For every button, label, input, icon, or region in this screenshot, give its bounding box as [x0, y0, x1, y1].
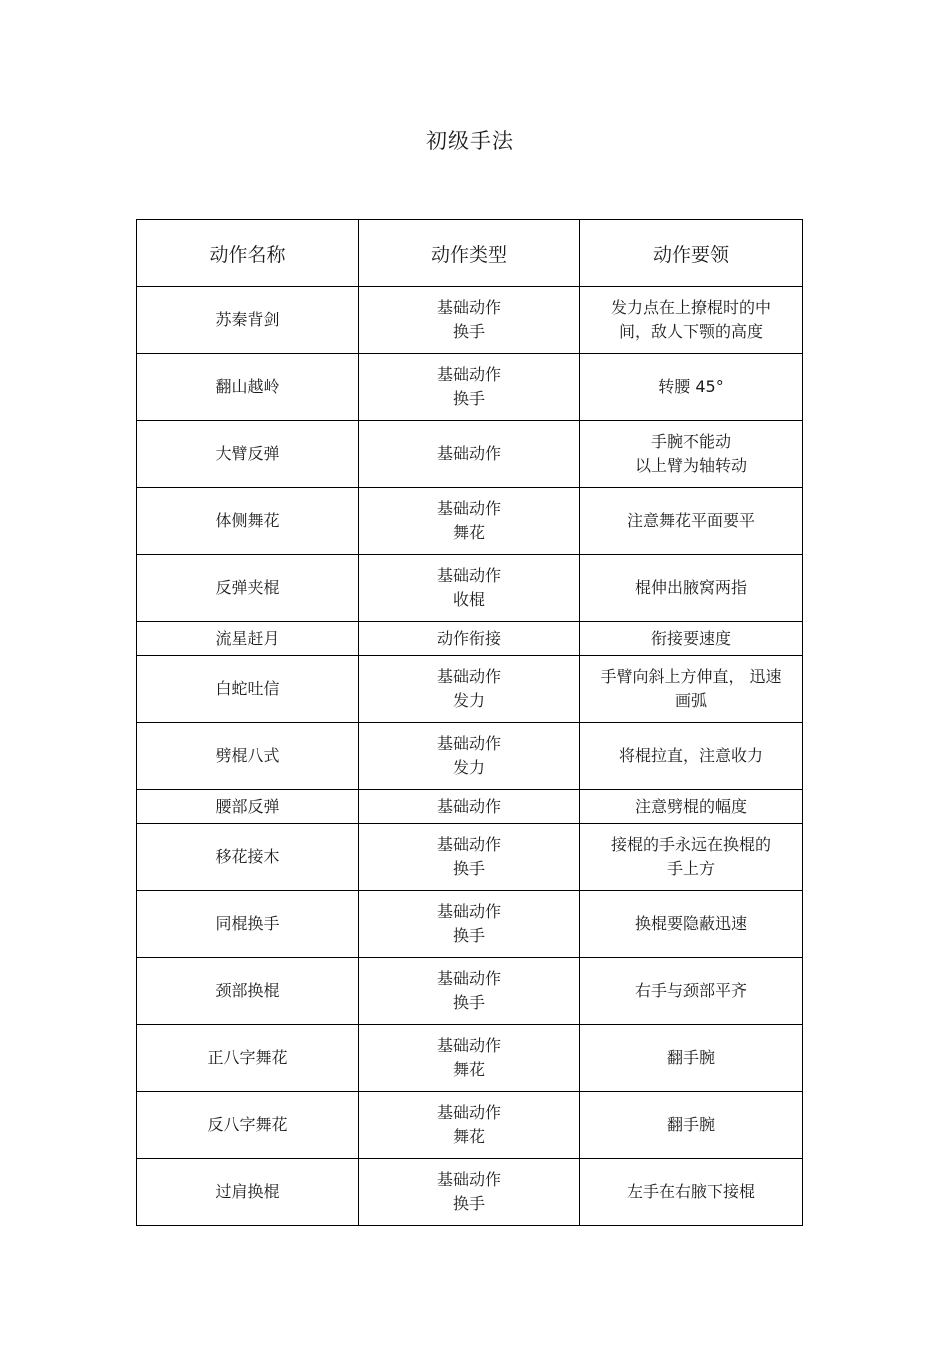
- techniques-table: [136, 219, 803, 1226]
- action-type-cell: [359, 1092, 580, 1159]
- action-type-line: 舞花: [452, 1127, 485, 1146]
- action-type-cell: [359, 354, 580, 421]
- key-point-line: 转腰 45°: [658, 377, 724, 396]
- key-point-cell: [580, 1092, 803, 1159]
- key-point-line: 衔接要速度: [650, 628, 731, 648]
- action-type-line: 基础动作: [436, 835, 501, 854]
- action-type-line: 基础动作: [436, 734, 501, 753]
- action-type-line: 换手: [452, 859, 485, 878]
- key-point-cell: [580, 1159, 803, 1226]
- action-type-line: 发力: [452, 691, 485, 710]
- table-row: [137, 790, 803, 824]
- action-type-line: 舞花: [452, 523, 485, 542]
- header-action-type: 动作类型: [359, 220, 580, 287]
- action-type-cell: [359, 488, 580, 555]
- key-point-line: 发力点在上撩棍时的中: [610, 298, 771, 317]
- action-type-line: 基础动作: [436, 667, 501, 686]
- action-name-cell: 腰部反弹: [137, 790, 359, 824]
- key-point-line: 以上臂为轴转动: [634, 456, 747, 475]
- header-action-name: 动作名称: [137, 220, 359, 287]
- key-point-line: 接棍的手永远在换棍的: [610, 835, 771, 854]
- key-point-line: 手腕不能动: [650, 432, 731, 451]
- key-point-line: 左手在右腋下接棍: [626, 1182, 755, 1201]
- action-type-cell: [359, 622, 580, 656]
- key-point-cell: [580, 1025, 803, 1092]
- action-type-line: 基础动作: [436, 566, 501, 585]
- table-row: [137, 824, 803, 891]
- action-name-cell: 流星赶月: [137, 622, 359, 656]
- key-point-cell: [580, 723, 803, 790]
- key-point-line: 棍伸出腋窝两指: [634, 578, 747, 597]
- table-row: [137, 354, 803, 421]
- table-row: [137, 1159, 803, 1226]
- action-name-cell: 苏秦背剑: [137, 287, 359, 354]
- action-type-cell: [359, 723, 580, 790]
- key-point-line: 注意舞花平面要平: [626, 511, 755, 530]
- key-point-cell: [580, 824, 803, 891]
- action-name-cell: 体侧舞花: [137, 488, 359, 555]
- action-name-cell: 颈部换棍: [137, 958, 359, 1025]
- table-row: [137, 891, 803, 958]
- key-point-line: 手上方: [666, 859, 715, 878]
- action-type-line: 换手: [452, 1194, 485, 1213]
- table-row: [137, 958, 803, 1025]
- key-point-line: 翻手腕: [666, 1115, 715, 1134]
- action-type-cell: [359, 1159, 580, 1226]
- key-point-line: 换棍要隐蔽迅速: [634, 914, 747, 933]
- action-type-line: 动作衔接: [436, 628, 501, 648]
- key-point-line: 翻手腕: [666, 1048, 715, 1067]
- action-type-line: 基础动作: [436, 1036, 501, 1055]
- action-name-cell: 同棍换手: [137, 891, 359, 958]
- table-row: [137, 656, 803, 723]
- key-point-line: 间，敌人下颚的高度: [618, 322, 763, 341]
- action-name-cell: 翻山越岭: [137, 354, 359, 421]
- action-type-line: 换手: [452, 322, 485, 341]
- action-name-cell: 过肩换棍: [137, 1159, 359, 1226]
- action-type-line: 基础动作: [436, 298, 501, 317]
- key-point-line: 右手与颈部平齐: [634, 981, 747, 1000]
- action-type-line: 发力: [452, 758, 485, 777]
- key-point-cell: [580, 287, 803, 354]
- table-row: [137, 723, 803, 790]
- key-point-cell: [580, 354, 803, 421]
- action-type-cell: [359, 1025, 580, 1092]
- action-type-line: 基础动作: [436, 796, 501, 816]
- action-name-cell: 反八字舞花: [137, 1092, 359, 1159]
- action-type-line: 基础动作: [436, 444, 501, 463]
- action-type-cell: [359, 421, 580, 488]
- table-row: [137, 421, 803, 488]
- key-point-line: 将棍拉直，注意收力: [618, 746, 763, 765]
- action-type-line: 基础动作: [436, 1170, 501, 1189]
- action-type-line: 换手: [452, 926, 485, 945]
- key-point-cell: [580, 622, 803, 656]
- action-type-cell: [359, 958, 580, 1025]
- header-action-key-points: 动作要领: [580, 220, 803, 287]
- action-type-cell: [359, 287, 580, 354]
- key-point-line: 手臂向斜上方伸直， 迅速: [600, 667, 782, 686]
- table-row: [137, 622, 803, 656]
- action-type-cell: [359, 891, 580, 958]
- table-row: [137, 287, 803, 354]
- action-name-cell: 劈棍八式: [137, 723, 359, 790]
- action-name-cell: 反弹夹棍: [137, 555, 359, 622]
- key-point-cell: [580, 891, 803, 958]
- action-type-line: 换手: [452, 389, 485, 408]
- table-header-row: [137, 220, 803, 287]
- action-type-line: 换手: [452, 993, 485, 1012]
- key-point-cell: [580, 656, 803, 723]
- action-type-cell: [359, 790, 580, 824]
- action-name-cell: 大臂反弹: [137, 421, 359, 488]
- action-type-line: 基础动作: [436, 365, 501, 384]
- table-row: [137, 1025, 803, 1092]
- action-type-cell: [359, 656, 580, 723]
- action-name-cell: 移花接木: [137, 824, 359, 891]
- key-point-cell: [580, 421, 803, 488]
- action-name-cell: 白蛇吐信: [137, 656, 359, 723]
- key-point-cell: [580, 790, 803, 824]
- action-type-line: 舞花: [452, 1060, 485, 1079]
- action-type-line: 基础动作: [436, 902, 501, 921]
- table-row: [137, 488, 803, 555]
- action-name-cell: 正八字舞花: [137, 1025, 359, 1092]
- key-point-cell: [580, 555, 803, 622]
- key-point-line: 注意劈棍的幅度: [634, 796, 747, 816]
- action-type-cell: [359, 824, 580, 891]
- page-title: 初级手法: [426, 129, 514, 153]
- action-type-line: 基础动作: [436, 1103, 501, 1122]
- action-type-line: 基础动作: [436, 969, 501, 988]
- key-point-cell: [580, 958, 803, 1025]
- action-type-cell: [359, 555, 580, 622]
- action-type-line: 收棍: [452, 590, 485, 609]
- action-type-line: 基础动作: [436, 499, 501, 518]
- key-point-cell: [580, 488, 803, 555]
- table-row: [137, 555, 803, 622]
- table-row: [137, 1092, 803, 1159]
- key-point-line: 画弧: [674, 691, 707, 710]
